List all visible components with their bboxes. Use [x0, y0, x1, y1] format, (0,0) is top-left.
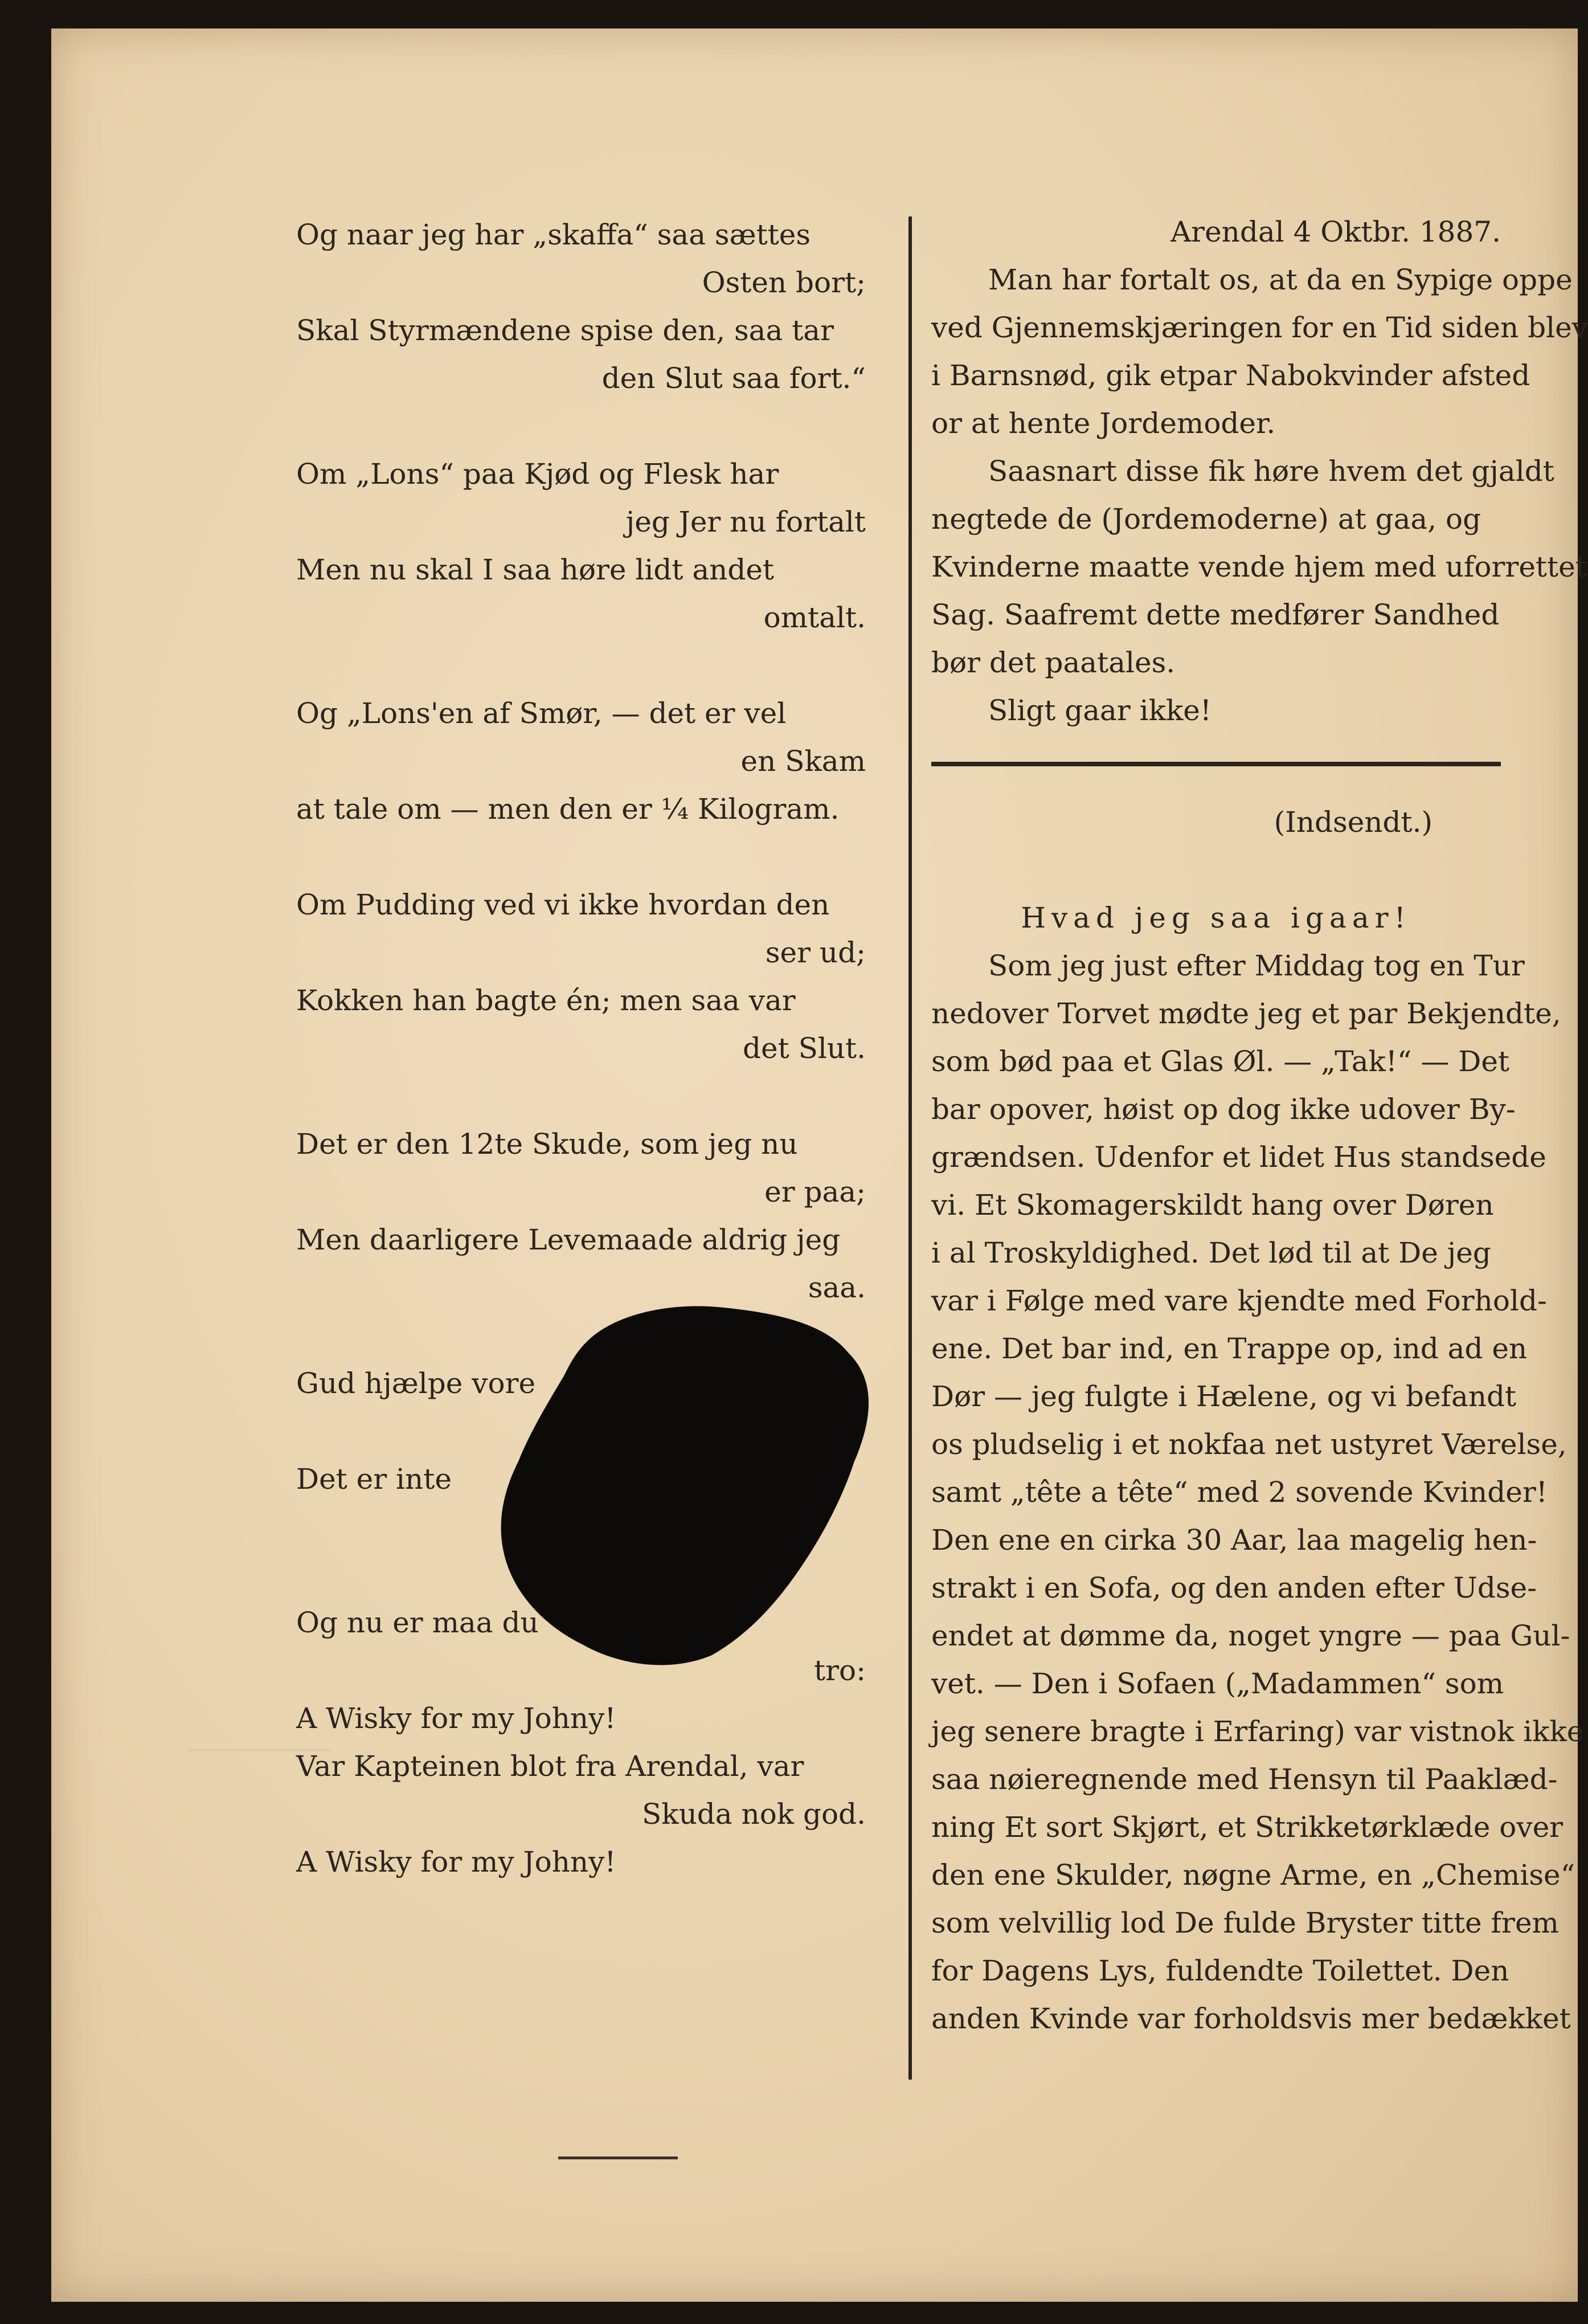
- article-what-i-saw: [931, 942, 1584, 2043]
- article2-line: ene. Det bar ind, en Trappe op, ind ad en: [931, 1332, 1528, 1365]
- article2-line: endet at dømme da, noget yngre — paa Gul-: [931, 1619, 1570, 1652]
- article2-line: som bød paa et Glas Øl. — „Tak!“ — Det: [931, 1045, 1510, 1078]
- article1-line: Kvinderne maatte vende hjem med uforrettet: [931, 550, 1587, 583]
- article2-line: saa nøieregnende med Hensyn til Paaklæd-: [931, 1763, 1558, 1796]
- article1-line: i Barnsnød, gik etpar Nabokvinder afsted: [931, 359, 1530, 392]
- article2-line: strakt i en Sofa, og den anden efter Udse-: [931, 1571, 1537, 1604]
- newspaper-page: [51, 28, 1588, 2302]
- article2-line: samt „tête a tête“ med 2 sovende Kvinder!: [931, 1476, 1548, 1509]
- article2-line: grændsen. Udenfor et lidet Hus standsede: [931, 1141, 1546, 1174]
- article1-line: Sligt gaar ikke!: [988, 694, 1212, 727]
- article2-line: den ene Skulder, nøgne Arme, en „Chemise“: [931, 1859, 1575, 1892]
- poem-line: Og nu er maa du: [296, 1606, 539, 1639]
- stanza-gap: [296, 1072, 866, 1120]
- poem-line: ser ud;: [765, 936, 866, 969]
- burn-hole-stain: [484, 1290, 883, 1678]
- poem-line: en Skam: [740, 745, 866, 778]
- article2-line: vi. Et Skomagerskildt hang over Døren: [931, 1188, 1494, 1222]
- article2-line: jeg senere bragte i Erfaring) var vistnok ikke: [931, 1715, 1584, 1748]
- poem-line: Kokken han bagte én; men saa var: [296, 984, 796, 1017]
- poem-line: omtalt.: [763, 601, 866, 634]
- poem-line: Men daarligere Levemaade aldrig jeg: [296, 1223, 841, 1256]
- stanza-gap: [296, 642, 866, 689]
- poem-line: Men nu skal I saa høre lidt andet: [296, 553, 775, 586]
- poem-line: Det er inte: [296, 1463, 452, 1496]
- poem-line: Om Pudding ved vi ikke hvordan den: [296, 888, 830, 921]
- article1-line: or at hente Jordemoder.: [931, 407, 1276, 440]
- article1-line: ved Gjennemskjæringen for en Tid siden blev: [931, 311, 1588, 344]
- poem-line: tro:: [814, 1654, 866, 1687]
- poem-line: A Wisky for my Johny!: [296, 1845, 616, 1878]
- dateline: Arendal 4 Oktbr. 1887.: [1170, 215, 1501, 248]
- article2-line: bar opover, høist op dog ikke udover By-: [931, 1093, 1516, 1126]
- poem-line: jeg Jer nu fortalt: [625, 505, 866, 538]
- right-column: [931, 208, 1588, 2043]
- poem-line: Og „Lons'en af Smør, — det er vel: [296, 697, 787, 730]
- article1-line: Sag. Saafremt dette medfører Sandhed: [931, 598, 1500, 631]
- article2-line: var i Følge med vare kjendte med Forhold-: [931, 1284, 1547, 1317]
- article2-line: os pludselig i et nokfaa net ustyret Værelse,: [931, 1428, 1567, 1461]
- article2-line: Dør — jeg fulgte i Hælene, og vi befandt: [931, 1380, 1517, 1413]
- article2-line: som velvillig lod De fulde Bryster titte frem: [931, 1906, 1559, 1939]
- poem-line: at tale om — men den er ¼ Kilogram.: [296, 793, 840, 826]
- article2-line: i al Troskyldighed. Det lød til at De jeg: [931, 1236, 1491, 1269]
- article1-line: Man har fortalt os, at da en Sypige oppe: [988, 263, 1573, 296]
- article2-line: Den ene en cirka 30 Aar, laa magelig hen-: [931, 1524, 1537, 1557]
- column-divider: [908, 217, 912, 2080]
- poem-line: er paa;: [764, 1175, 866, 1208]
- article1-line: bør det paatales.: [931, 646, 1176, 679]
- article1-line: negtede de (Jordemoderne) at gaa, og: [931, 503, 1481, 536]
- spacer: [931, 846, 1501, 894]
- article-headline: Hvad jeg saa igaar!: [1021, 901, 1411, 934]
- poem-line: A Wisky for my Johny!: [296, 1702, 616, 1735]
- poem-line: Osten bort;: [702, 266, 866, 299]
- poem-line: Det er den 12te Skude, som jeg nu: [296, 1128, 798, 1161]
- poem-line: Skuda nok god.: [642, 1798, 866, 1831]
- article2-line: anden Kvinde var forholdsvis mer bedækket: [931, 2002, 1571, 2035]
- section-divider: [931, 762, 1501, 766]
- article2-line: nedover Torvet mødte jeg et par Bekjendte,: [931, 997, 1561, 1030]
- stanza-gap: [296, 833, 866, 881]
- article2-line: ning Et sort Skjørt, et Strikketørklæde over: [931, 1811, 1564, 1844]
- article1-line: Saasnart disse fik høre hvem det gjaldt: [988, 455, 1554, 488]
- poem-line: Var Kapteinen blot fra Arendal, var: [296, 1750, 804, 1783]
- poem-line: Om „Lons“ paa Kjød og Flesk har: [296, 458, 779, 491]
- article2-line: vet. — Den i Sofaen („Madammen“ som: [931, 1667, 1504, 1700]
- poem-line: Og naar jeg har „skaffa“ saa sættes: [296, 218, 811, 251]
- article2-line: Som jeg just efter Middag tog en Tur: [988, 949, 1525, 982]
- article-birth-news: [931, 256, 1588, 734]
- bottom-dash: [558, 2156, 678, 2159]
- article2-line: for Dagens Lys, fuldendte Toilettet. Den: [931, 1954, 1509, 1987]
- poem-line: den Slut saa fort.“: [601, 362, 866, 395]
- stanza-gap: [296, 402, 866, 450]
- poem-line: Gud hjælpe vore: [296, 1367, 536, 1400]
- poem-line: saa.: [808, 1271, 866, 1304]
- poem-line: Skal Styrmændene spise den, saa tar: [296, 314, 834, 347]
- submitted-label: (Indsendt.): [1274, 806, 1433, 839]
- poem-line: det Slut.: [742, 1032, 866, 1065]
